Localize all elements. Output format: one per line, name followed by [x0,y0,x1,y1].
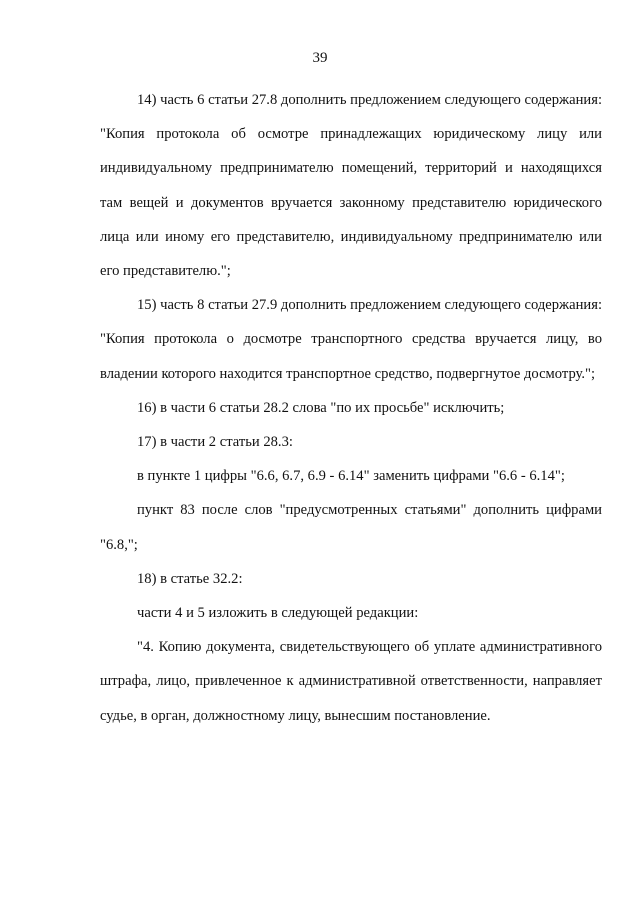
paragraph-quoted-part-4: "4. Копию документа, свидетельствующего об уплате административного штрафа, лицо, привлеченное к административной ответственности, направляет судье, в орган, должностному лицу, вынесшим постановление. [100,639,602,724]
paragraph-item-17: 17) в части 2 статьи 28.3: [137,434,293,451]
paragraph-point-83: пункт 83 после слов "предусмотренных статьями" дополнить цифрами "6.8,"; [100,502,602,553]
paragraph-parts-4-5: части 4 и 5 изложить в следующей редакции: [137,605,419,622]
page-number: 39 [312,50,328,66]
document-body [100,83,602,733]
paragraph-point-1-digits: в пункте 1 цифры "6.6, 6.7, 6.9 - 6.14" заменить цифрами "6.6 - 6.14"; [137,468,565,485]
paragraph-item-16: 16) в части 6 статьи 28.2 слова "по их просьбе" исключить; [137,399,505,416]
paragraph-item-14: 14) часть 6 статьи 27.8 дополнить предложением следующего содержания: "Копия протокола об осмотре принадлежащих юридическому лицу или индивидуальному предпринимателю помещений, территорий и находящихся там вещей и документов вручается законному представителю юридического лица или иному его представителю, индивидуальному предпринимателю или его представителю."; [100,92,602,280]
paragraph-item-18: 18) в статье 32.2: [137,570,243,587]
paragraph-item-15: 15) часть 8 статьи 27.9 дополнить предложением следующего содержания: "Копия протокола о досмотре транспортного средства вручается лицу, во владении которого находится транспортное средство, подвергнутое досмотру."; [100,297,602,382]
